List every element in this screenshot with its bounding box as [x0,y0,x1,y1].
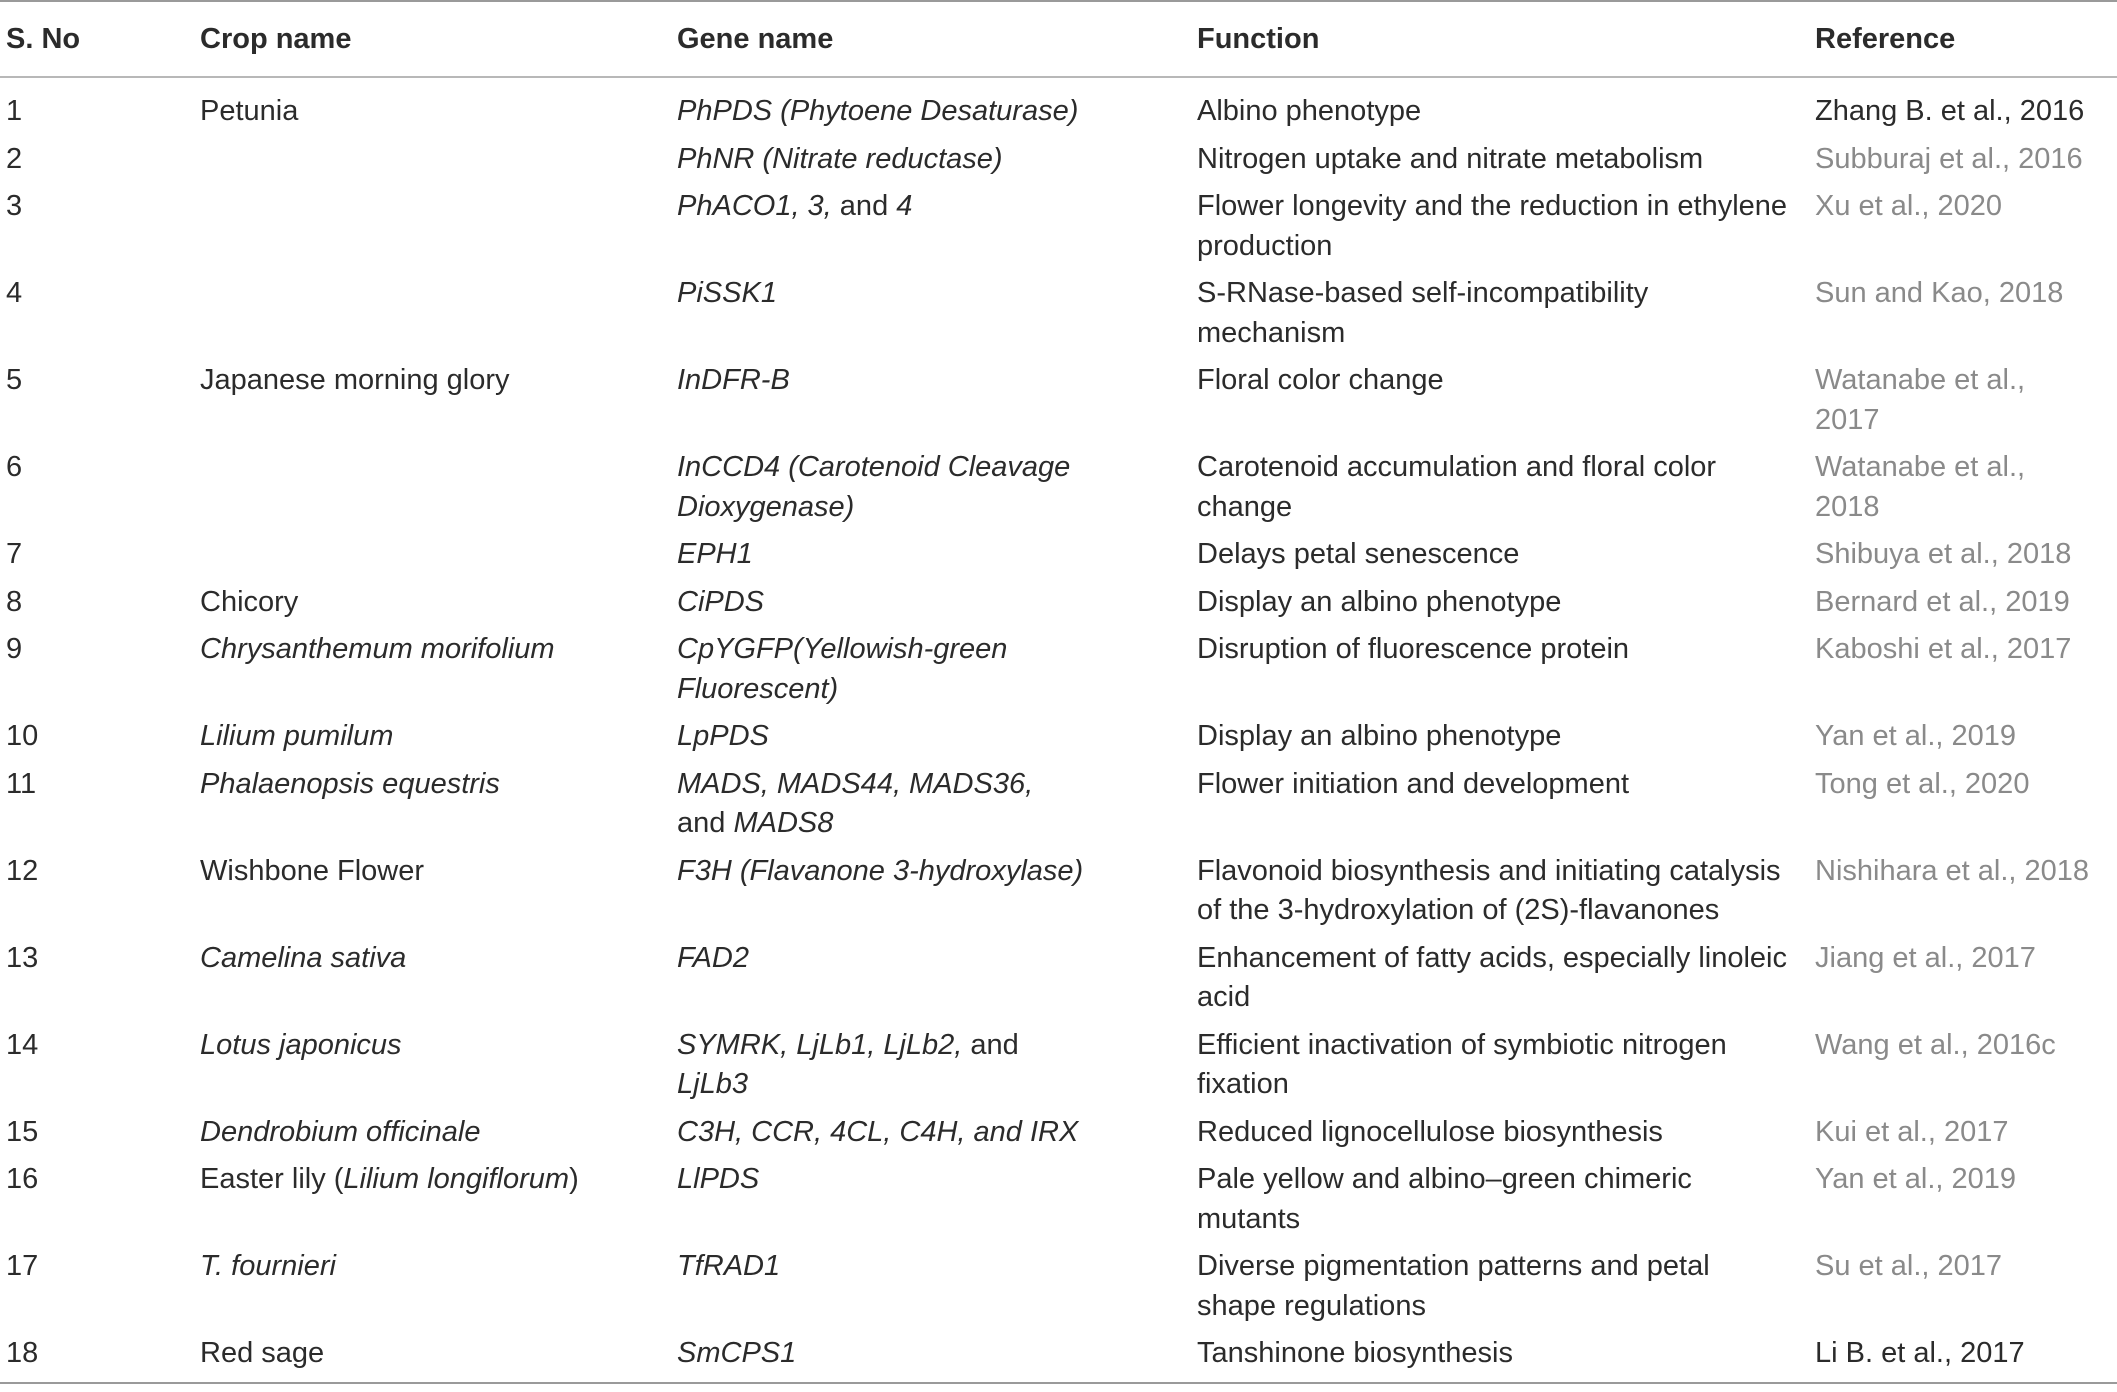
cell-gene: TfRAD1 [677,1250,781,1282]
cell-gene: PhNR (Nitrate reductase) [677,142,1003,175]
gene-italic-part: 4 [896,190,913,222]
cell-reference: Bernard et al., 2019 [1815,585,2070,618]
cell-sno: 11 [6,767,37,800]
cell-crop: T. fournieri [200,1250,336,1282]
cell-crop: Camelina sativa [200,941,407,974]
cell-crop [200,140,677,188]
table-row [0,1160,2117,1247]
header-reference: Reference [1815,1,2117,77]
cell-sno: 9 [6,633,23,665]
cell-gene: PhPDS (Phytoene Desaturase) [677,95,1079,127]
cell-function: Disruption of fluorescence protein [1197,633,1630,665]
gene-plain-part: and [962,1028,1019,1061]
header-gene-name: Gene name [677,1,1197,77]
header-sno: S. No [0,1,200,77]
table-row [0,140,2117,188]
table-row [0,187,2117,274]
cell-sno: 6 [6,451,23,483]
cell-gene: C3H, CCR, 4CL, C4H, and IRX [677,1115,1079,1148]
table-row [0,361,2117,448]
cell-gene: EPH1 [677,538,753,570]
cell-function: S-RNase-based self-incompatibility mechanism [1197,277,1649,349]
gene-plain-part: and [677,807,734,839]
cell-gene: CiPDS [677,585,765,618]
cell-function: Pale yellow and albino–green chimeric mutants [1197,1163,1692,1235]
gene-italic-part: MADS, MADS44, MADS36, [677,767,1034,800]
cell-crop: Phalaenopsis equestris [200,767,500,800]
cell-sno: 2 [6,142,23,175]
cell-sno: 15 [6,1115,39,1148]
cell-sno: 18 [0,1334,200,1383]
cell-gene: LpPDS [677,720,769,752]
table-row [0,1334,2117,1383]
cell-function: Efficient inactivation of symbiotic nitrogen fixation [1197,1028,1727,1100]
header-crop-name: Crop name [200,1,677,77]
cell-reference: Yan et al., 2019 [1815,720,2017,752]
cell-reference: Wang et al., 2016c [1815,1028,2056,1061]
crop-plain-part: Easter lily ( [200,1163,344,1195]
cell-function: Floral color change [1197,364,1444,396]
cell-gene: PiSSK1 [677,277,777,309]
cell-crop [200,535,677,583]
cell-sno: 14 [6,1028,39,1061]
cell-reference: Shibuya et al., 2018 [1815,538,2072,570]
cell-gene: InCCD4 (Carotenoid Cleavage Dioxygenase) [677,451,1071,523]
cell-crop: Chicory [200,585,299,618]
cell-crop: Chrysanthemum morifolium [200,633,555,665]
header-function: Function [1197,1,1815,77]
cell-sno: 10 [6,720,39,752]
cell-function: Enhancement of fatty acids, especially linoleic acid [1197,941,1787,1013]
cell-gene: CpYGFP(Yellowish-green Fluorescent) [677,633,1008,705]
table-header [0,1,2117,77]
cell-sno: 5 [6,364,23,396]
cell-sno: 1 [6,95,23,127]
table-row [0,583,2117,631]
cell-reference: Li B. et al., 2017 [1815,1334,2117,1383]
cell-crop: Lotus japonicus [200,1028,402,1061]
table-row [0,852,2117,939]
table-row [0,77,2117,140]
cell-reference: Xu et al., 2020 [1815,190,2003,222]
cell-crop [200,274,677,361]
cell-sno: 8 [6,585,23,618]
table-row [0,765,2117,852]
table-row [0,939,2117,1026]
cell-reference: Sun and Kao, 2018 [1815,277,2064,309]
gene-italic-part: LjLb3 [677,1068,748,1100]
table-row [0,1026,2117,1113]
cell-reference: Jiang et al., 2017 [1815,941,2036,974]
cell-sno: 13 [6,941,39,974]
cell-reference: Subburaj et al., 2016 [1815,142,2083,175]
table-row [0,717,2117,765]
cell-sno: 7 [6,538,23,570]
cell-sno: 17 [6,1250,39,1282]
cell-crop: Dendrobium officinale [200,1115,481,1148]
cell-function: Display an albino phenotype [1197,585,1562,618]
cell-crop: Red sage [200,1334,677,1383]
cell-function: Carotenoid accumulation and floral color change [1197,451,1717,523]
table-row [0,630,2117,717]
cell-function: Delays petal senescence [1197,538,1520,570]
table-row [0,1247,2117,1334]
cell-function: Diverse pigmentation patterns and petal shape regulations [1197,1250,1710,1322]
cell-sno: 4 [6,277,23,309]
gene-italic-part: PhACO1, 3, [677,190,832,222]
cell-crop: Wishbone Flower [200,854,425,887]
cell-reference: Yan et al., 2019 [1815,1163,2017,1195]
cell-crop: Japanese morning glory [200,364,510,396]
cell-crop: Lilium pumilum [200,720,394,752]
cell-gene [677,1026,1197,1113]
cell-sno: 3 [6,190,23,222]
gene-plain-part: and [831,190,897,222]
crop-italic-part: Lilium longiflorum [343,1163,570,1195]
cell-reference: Nishihara et al., 2018 [1815,854,2090,887]
table-body [0,77,2117,1383]
cell-function: Nitrogen uptake and nitrate metabolism [1197,142,1704,175]
cell-gene: LlPDS [677,1163,760,1195]
table-row [0,535,2117,583]
gene-italic-part: SYMRK, LjLb1, LjLb2, [677,1028,963,1061]
cell-reference: Tong et al., 2020 [1815,767,2030,800]
header-row [0,1,2117,77]
cell-crop [200,1160,677,1247]
cell-function: Reduced lignocellulose biosynthesis [1197,1115,1663,1148]
cell-gene: InDFR-B [677,364,790,396]
cell-sno: 12 [6,854,39,887]
cell-gene [677,765,1197,852]
cell-reference: Zhang B. et al., 2016 [1815,95,2085,127]
cell-reference: Kui et al., 2017 [1815,1115,2009,1148]
cell-reference: Su et al., 2017 [1815,1250,2003,1282]
cell-gene: F3H (Flavanone 3-hydroxylase) [677,854,1084,887]
table-row [0,1113,2117,1161]
cell-sno: 16 [6,1163,39,1195]
cell-gene: SmCPS1 [677,1334,1197,1383]
gene-italic-part: MADS8 [733,807,834,839]
cell-function: Albino phenotype [1197,95,1422,127]
table-row [0,448,2117,535]
cell-crop [200,448,677,535]
cell-function: Display an albino phenotype [1197,720,1562,752]
cell-function: Flavonoid biosynthesis and initiating catalysis of the 3-hydroxylation of (2S)-flavanones [1197,854,1781,926]
cell-gene: FAD2 [677,941,749,974]
table-row [0,274,2117,361]
cell-function: Tanshinone biosynthesis [1197,1334,1815,1383]
cell-gene [677,187,1197,274]
cell-reference: Kaboshi et al., 2017 [1815,633,2072,665]
cell-function: Flower initiation and development [1197,767,1630,800]
cell-reference: Watanabe et al., 2018 [1815,451,2026,523]
cell-crop [200,187,677,274]
cell-reference: Watanabe et al., 2017 [1815,364,2026,436]
cell-crop: Petunia [200,95,299,127]
crop-plain-part: ) [569,1163,579,1195]
cell-function: Flower longevity and the reduction in ethylene production [1197,190,1788,262]
